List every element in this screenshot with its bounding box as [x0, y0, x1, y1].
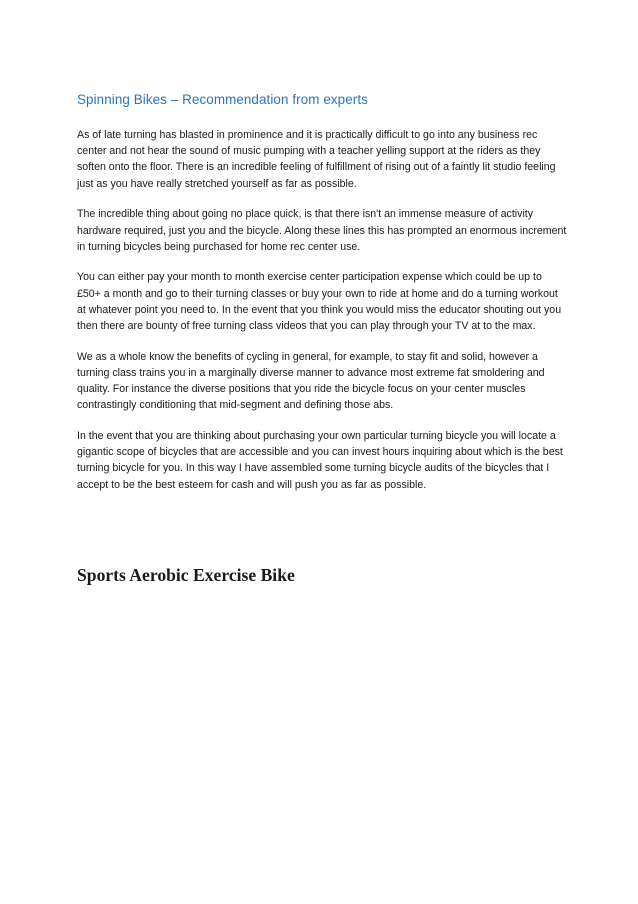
paragraph-benefits: We as a whole know the benefits of cycling in general, for example, to stay fit and solid, however a turning class trains you in a marginally diverse manner to advance most extreme fat smoldering and quality. For instance the diverse positions that you ride the bicycle focus on your center muscles contrastingly conditioning that mid-segment and defining those abs. — [77, 350, 545, 412]
document-subtitle: Spinning Bikes – Recommendation from experts — [77, 92, 368, 107]
paragraph-reviews: In the event that you are thinking about purchasing your own particular turning bicycle you will locate a gigantic scope of bicycles that are accessible and you can invest hours inquiring about which is the best turning bicycle for you. In this way I have assembled some turning bicycle audits of the bicycles that I accept to be the best esteem for cash and will push you as far as possible. — [77, 430, 563, 491]
paragraph-options: You can either pay your month to month exercise center participation expense which could be up to £50+ a month and go to their turning classes or buy your own to ride at home and do a turning workout at whatever point you need to. In the event that you think you would miss the educator shouting out you then there are bounty of free turning class videos that you can play through your TV at to the max. — [77, 271, 562, 333]
paragraph-equipment: The incredible thing about going no place quick, is that there isn't an immense measure of activity hardware required, just you and the bicycle. Along these lines this has prompted an enormous increment in turning bicycles being purchased for home rec center use. — [77, 208, 567, 253]
paragraph-intro: As of late turning has blasted in prominence and it is practically difficult to go into any business rec center and not hear the sound of music pumping with a teacher yelling support at the riders as they soften onto the floor. There is an incredible feeling of fulfillment of rising out of a faintly lit studio feeling just as you have really stretched yourself as far as possible. — [77, 129, 556, 190]
section-heading: Sports Aerobic Exercise Bike — [77, 565, 295, 585]
document-body — [77, 92, 567, 585]
